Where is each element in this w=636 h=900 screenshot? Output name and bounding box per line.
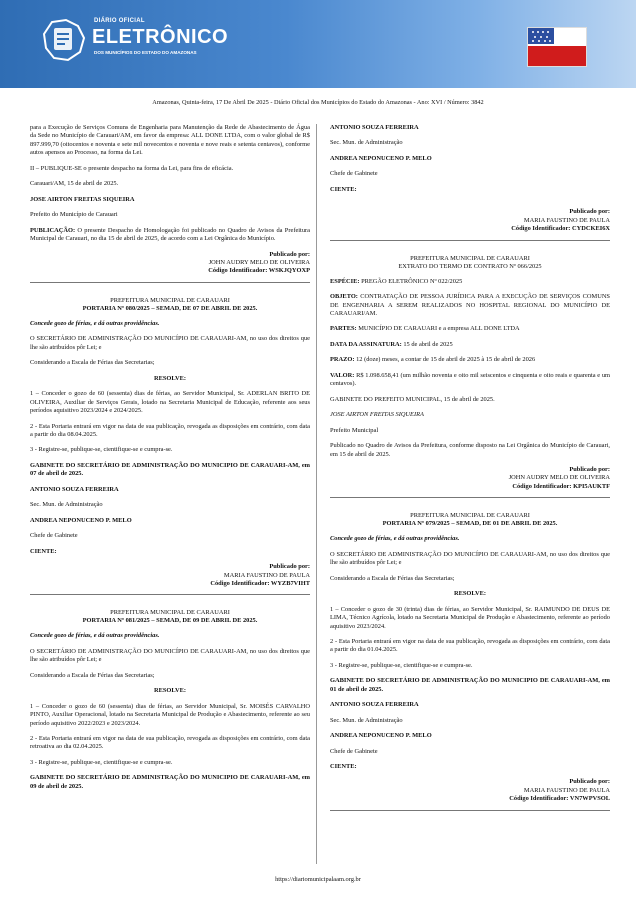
ciente-label: CIENTE: <box>330 185 357 193</box>
ciente-label: CIENTE: <box>330 763 357 771</box>
publication-label: PUBLICAÇÃO: <box>30 226 76 234</box>
left-column <box>30 124 310 798</box>
section-title: PREFEITURA MUNICIPAL DE CARAUARI <box>110 609 230 617</box>
portaria-item-2: 2 - Esta Portaria entrará em vigor na data de sua publicação, revogada as disposições em contrário, com data retroativa ao dia 02.04.2025. <box>30 735 310 751</box>
identifier-code: Código Identificador: WSKJQYOXP <box>208 267 310 275</box>
prazo-value: 12 (doze) meses, a contar de 15 de abril de 2025 à 15 de abril de 2026 <box>354 356 536 364</box>
signatory-name: ANDREA NEPONUCENO P. MELO <box>330 154 432 162</box>
portaria-considering: Considerando a Escala de Férias das Secretarias; <box>30 359 155 367</box>
objeto-label: OBJETO: <box>330 293 358 301</box>
logo-small-text: DIÁRIO OFICIAL <box>94 18 145 24</box>
portaria-item-3: 3 - Registre-se, publique-se, cientifique-se e cumpra-se. <box>330 661 473 669</box>
valor-value: R$ 1.098.658,41 (um milhão noventa e oito mil seiscentos e cinquenta e oito reais e quarenta e um centavos). <box>330 371 610 388</box>
portaria-closing: GABINETE DO SECRETÁRIO DE ADMINISTRAÇÃO DO MUNICIPIO DE CARAUARI-AM, em 07 de abril de 2025. <box>30 461 310 478</box>
partes-label: PARTES: <box>330 325 357 333</box>
amazonas-flag-icon <box>527 27 587 67</box>
logo-title: ELETRÔNICO <box>92 26 229 48</box>
publisher-name: JOHN AUDRY MELO DE OLIVEIRA <box>508 474 610 482</box>
portaria-summary: Concede gozo de férias, e dá outras providências. <box>30 319 160 327</box>
published-by-label: Publicado por: <box>269 563 310 571</box>
signatory-name: ANTONIO SOUZA FERREIRA <box>330 701 419 709</box>
signatory-name: ANTONIO SOUZA FERREIRA <box>330 124 419 131</box>
resolve-heading: RESOLVE: <box>153 687 187 695</box>
header-banner <box>0 0 636 88</box>
extrato-publication: Publicado no Quadro de Avisos da Prefeitura, conforme disposto na Lei Orgânica do Município de Carauari, em 15 de abril de 2025. <box>330 442 610 458</box>
identifier-code: Código Identificador: VN7WPVSOL <box>509 795 610 803</box>
right-column <box>330 124 610 825</box>
publisher-name: MARIA FAUSTINO DE PAULA <box>223 571 310 579</box>
ciente-label: CIENTE: <box>30 547 57 555</box>
partes-value: MUNICÍPIO DE CARAUARI e a empresa ALL DONE LTDA <box>356 325 520 333</box>
publication-note <box>30 227 310 244</box>
portaria-item-1: 1 – Conceder o gozo de 60 (sessenta) dias de férias, ao Servidor Municipal, Sr. MOISÉS CARVALHO PINTO, Auxiliar Operacional, lotado na Secretaria Municipal de Produção e Abastecimento, referente ao seu período aquisitivo 2022/2023 e 2023/2024. <box>30 702 310 727</box>
portaria-title: PORTARIA Nº 080/2025 – SEMAD, DE 07 DE ABRIL DE 2025. <box>82 304 258 312</box>
signatory-name: JOSE AIRTON FREITAS SIQUEIRA <box>30 195 135 203</box>
portaria-intro: O SECRETÁRIO DE ADMINISTRAÇÃO DO MUNICÍPIO DE CARAUARI-AM, no uso dos direitos que lhe são atribuídos pôr Lei; e <box>330 550 610 567</box>
extrato-valor <box>330 372 610 389</box>
portaria-title: PORTARIA Nº 081/2025 – SEMAD, DE 09 DE ABRIL DE 2025. <box>82 617 258 625</box>
valor-label: VALOR: <box>330 371 355 379</box>
signatory-role: Sec. Mun. de Administração <box>30 501 103 509</box>
extrato-gabinete: GABINETE DO PREFEITO MUNICIPAL, 15 de abril de 2025. <box>330 395 495 403</box>
section-separator <box>330 810 610 811</box>
section-separator <box>30 282 310 283</box>
published-by-label: Publicado por: <box>269 250 310 258</box>
resolve-heading: RESOLVE: <box>153 374 187 382</box>
signatory-role: Chefe de Gabinete <box>30 532 78 540</box>
section-title: PREFEITURA MUNICIPAL DE CARAUARI <box>410 254 530 262</box>
section-title: PREFEITURA MUNICIPAL DE CARAUARI <box>110 296 230 304</box>
published-by-label: Publicado por: <box>569 465 610 473</box>
signatory-name: ANDREA NEPONUCENO P. MELO <box>30 516 132 524</box>
identifier-code: Código Identificador: WYZB7VIHT <box>210 579 310 587</box>
signatory-name: JOSE AIRTON FREITAS SIQUEIRA <box>330 411 424 419</box>
especie-value: PREGÃO ELETRÔNICO Nº 022/2025 <box>359 277 463 285</box>
amazonas-map-icon <box>38 12 88 68</box>
logo-subtitle: DOS MUNICÍPIOS DO ESTADO DO AMAZONAS <box>94 50 197 55</box>
column-divider <box>316 124 317 864</box>
portaria-closing: GABINETE DO SECRETÁRIO DE ADMINISTRAÇÃO DO MUNICIPIO DE CARAUARI-AM, em 01 de abril de 2025. <box>330 677 610 693</box>
despacho-paragraph: para a Execução de Serviços Comuns de Engenharia para Manutenção da Rede de Abastecimento de Água da Sede no Município de Carauari/AM, em favor da empresa: ALL DONE LTDA, com o valor global de R$ 897.999,70 (oitocentos e noventa e sete mil novecentos e noventa e nove reais e setenta centavos), conforme autos apensos ao Processo, na forma da Lei. <box>30 124 310 157</box>
extrato-objeto <box>330 293 610 318</box>
especie-label: ESPÉCIE: <box>330 277 360 285</box>
portaria-item-2: 2 - Esta Portaria entrará em vigor na data de sua publicação, revogada as disposições em contrário, com data a partir do dia 01.04.2025. <box>330 637 610 654</box>
signatory-name: ANTONIO SOUZA FERREIRA <box>30 485 119 493</box>
signatory-role: Sec. Mun. de Administração <box>330 716 403 724</box>
signatory-name: ANDREA NEPONUCENO P. MELO <box>330 732 432 740</box>
publication-text: O presente Despacho de Homologação foi publicado no Quadro de Avisos da Prefeitura Municipal de Carauari, no dia 15 de abril de 2025, de acordo com a Lei Orgânica do Município. <box>30 226 310 243</box>
portaria-considering: Considerando a Escala de Férias das Secretarias; <box>30 671 155 679</box>
portaria-item-1: 1 – Conceder o gozo de 30 (trinta) dias de férias, ao Servidor Municipal, Sr. RAIMUNDO DE DEUS DE LIMA, Técnico Agrícola, lotado na Secretaria Municipal de Produção e Abastecimento, referente ao período aquisitivo 2023/2024. <box>330 605 610 630</box>
extrato-data <box>330 341 610 349</box>
signatory-role: Prefeito do Município de Carauari <box>30 211 118 219</box>
section-title: PREFEITURA MUNICIPAL DE CARAUARI <box>410 512 530 520</box>
portaria-intro: O SECRETÁRIO DE ADMINISTRAÇÃO DO MUNICÍPIO DE CARAUARI-AM, no uso dos direitos que lhe são atribuídos pôr Lei; e <box>30 335 310 351</box>
diario-logo <box>38 12 228 74</box>
signatory-role: Sec. Mun. de Administração <box>330 139 403 147</box>
footer-url[interactable]: https://diariomunicipalaam.org.br <box>275 876 361 883</box>
publisher-name: MARIA FAUSTINO DE PAULA <box>523 216 610 224</box>
signatory-role: Chefe de Gabinete <box>330 170 378 178</box>
despacho-place-date: Carauari/AM, 15 de abril de 2025. <box>30 180 119 188</box>
portaria-summary: Concede gozo de férias, e dá outras providências. <box>30 632 160 640</box>
despacho-publish: II – PUBLIQUE-SE o presente despacho na forma da Lei, para fins de eficácia. <box>30 164 234 172</box>
section-separator <box>330 240 610 241</box>
signatory-role: Prefeito Municipal <box>330 426 379 434</box>
portaria-item-1: 1 – Conceder o gozo de 60 (sessenta) dias de férias, ao Servidor Municipal, Sr. ADERLAN BRITO DE OLIVEIRA, Auxiliar de Serviços Gerais, lotado na Secretaria Municipal de Educação, referente aos seus períodos aquisitivo 2023/2024 e 2024/2025. <box>30 390 310 415</box>
objeto-value: CONTRATAÇÃO DE PESSOA JURÍDICA PARA A EXECUÇÃO DE SERVIÇOS COMUNS DE ENGENHARIA A SEREM REALIZADOS NO HOSPITAL REGIONAL DO MUNICÍPIO DE CARAUARI/AM. <box>330 293 610 317</box>
section-separator <box>30 594 310 595</box>
dateline: Amazonas, Quinta-feira, 17 De Abril De 2025 - Diário Oficial dos Municípios do Estado do Amazonas - Ano: XVI / Número: 3842 <box>152 99 484 106</box>
extrato-title: EXTRATO DO TERMO DE CONTRATO Nº 066/2025 <box>398 262 542 270</box>
extrato-partes <box>330 325 610 333</box>
prazo-label: PRAZO: <box>330 356 355 364</box>
portaria-closing: GABINETE DO SECRETÁRIO DE ADMINISTRAÇÃO DO MUNICIPIO DE CARAUARI-AM, em 09 de abril de 2025. <box>30 774 310 790</box>
data-label: DATA DA ASSINATURA: <box>330 340 402 348</box>
portaria-item-3: 3 - Registre-se, publique-se, cientifique-se e cumpra-se. <box>30 758 173 766</box>
identifier-code: Código Identificador: KPI5AUKTF <box>512 482 610 490</box>
publisher-name: JOHN AUDRY MELO DE OLIVEIRA <box>208 258 310 266</box>
portaria-considering: Considerando a Escala de Férias das Secretarias; <box>330 574 455 582</box>
identifier-code: Código Identificador: CYDCKEI6X <box>511 225 610 233</box>
portaria-item-3: 3 - Registre-se, publique-se, cientifique-se e cumpra-se. <box>30 446 173 454</box>
published-by-label: Publicado por: <box>569 208 610 216</box>
resolve-heading: RESOLVE: <box>453 590 487 598</box>
portaria-title: PORTARIA Nº 079/2025 – SEMAD, DE 01 DE ABRIL DE 2025. <box>382 520 558 528</box>
published-by-label: Publicado por: <box>569 778 610 786</box>
section-separator <box>330 497 610 498</box>
extrato-prazo <box>330 356 610 364</box>
signatory-role: Chefe de Gabinete <box>330 747 378 755</box>
portaria-summary: Concede gozo de férias, e dá outras providências. <box>330 535 460 543</box>
portaria-intro: O SECRETÁRIO DE ADMINISTRAÇÃO DO MUNICÍPIO DE CARAUARI-AM, no uso dos direitos que lhe são atribuídos pôr Lei; e <box>30 647 310 664</box>
extrato-especie <box>330 278 610 286</box>
portaria-item-2: 2 - Esta Portaria entrará em vigor na data de sua publicação, revogada as disposições em contrário, com data a partir do dia 08.04.2025. <box>30 422 310 438</box>
publisher-name: MARIA FAUSTINO DE PAULA <box>523 786 610 794</box>
data-value: 15 de abril de 2025 <box>401 340 453 348</box>
